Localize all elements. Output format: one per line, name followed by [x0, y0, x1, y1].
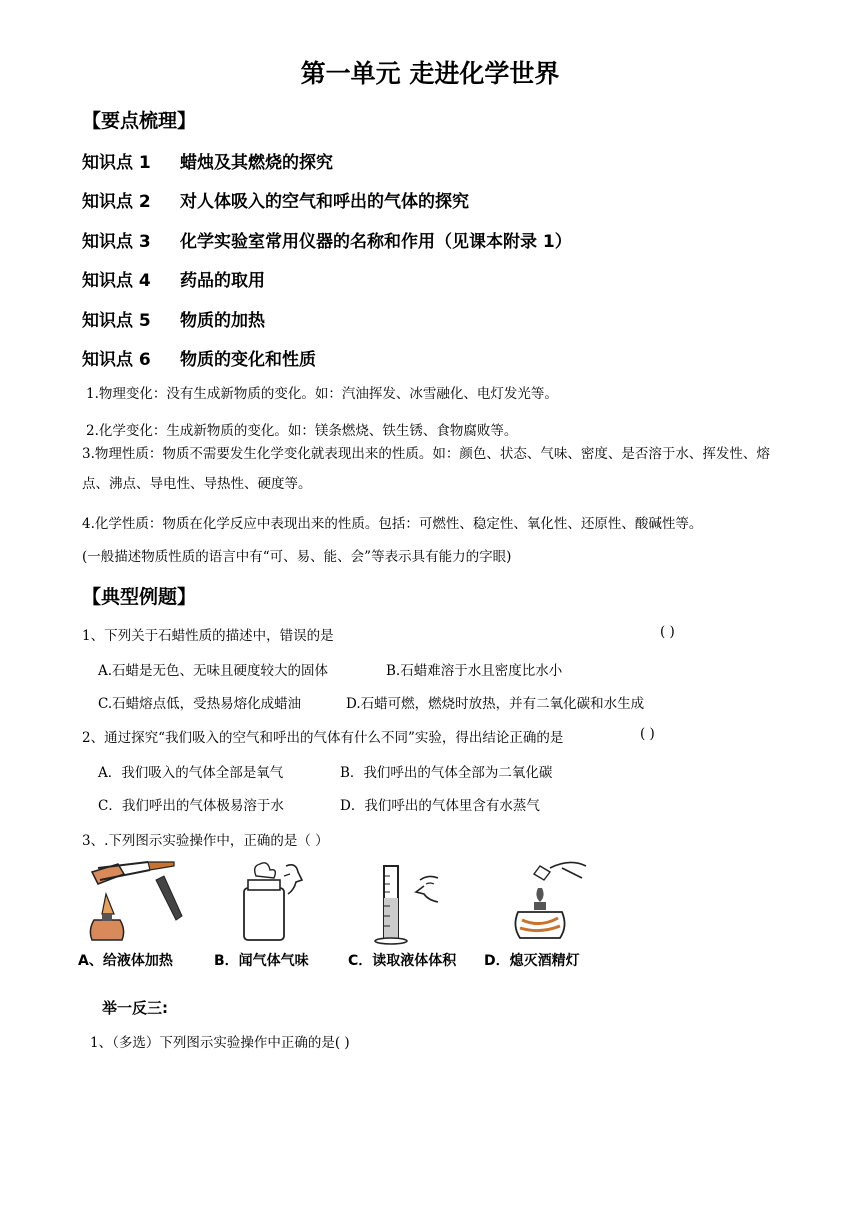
figure-extinguishing-lamp — [510, 858, 610, 946]
practice-subheading: 举一反三: — [102, 999, 168, 1017]
question-3-figures — [78, 858, 608, 970]
knowledge-point-6 — [82, 345, 316, 370]
figure-caption-c: C．读取液体体积 — [348, 953, 457, 969]
knowledge-point-text: 药品的取用 — [180, 271, 265, 291]
knowledge-point-text: 物质的加热 — [180, 311, 265, 331]
knowledge-point-number: 知识点 5 — [82, 311, 151, 331]
figure-caption-b: B．闻气体气味 — [214, 953, 309, 969]
page-title: 第一单元 走进化学世界 — [300, 59, 560, 88]
question-1-option-d: D.石蜡可燃，燃烧时放热，并有二氧化碳和水生成 — [346, 696, 645, 712]
knowledge-point-text: 对人体吸入的空气和呼出的气体的探究 — [180, 192, 469, 212]
question-2-answer-blank: ( ) — [640, 726, 655, 742]
figure-smelling-gas — [230, 858, 320, 946]
definition-chemical-change: 2.化学变化：生成新物质的变化。如：镁条燃烧、铁生锈、食物腐败等。 — [86, 423, 518, 439]
knowledge-point-number: 知识点 3 — [82, 232, 151, 252]
knowledge-point-1 — [82, 148, 333, 173]
definition-chemical-property: 4.化学性质：物质在化学反应中表现出来的性质。包括：可燃性、稳定性、氧化性、还原性、酸碱性等。 — [82, 516, 703, 532]
knowledge-point-3 — [82, 227, 572, 252]
knowledge-point-text: 化学实验室常用仪器的名称和作用（见课本附录 1） — [180, 232, 572, 252]
question-2-option-a: A．我们吸入的气体全部是氧气 — [98, 765, 284, 781]
question-2-stem: 2、通过探究“我们吸入的空气和呼出的气体有什么不同”实验，得出结论正确的是 — [82, 730, 564, 746]
practice-question-1: 1、（多选）下列图示实验操作中正确的是( ) — [90, 1035, 350, 1051]
knowledge-point-5 — [82, 306, 265, 331]
question-1-option-b: B.石蜡难溶于水且密度比水小 — [386, 663, 563, 679]
knowledge-point-number: 知识点 4 — [82, 271, 151, 291]
question-2-option-d: D．我们呼出的气体里含有水蒸气 — [340, 798, 540, 814]
question-1-option-a: A.石蜡是无色、无味且硬度较大的固体 — [98, 663, 329, 679]
question-2-option-c: C．我们呼出的气体极易溶于水 — [98, 798, 284, 814]
question-1-stem: 1、下列关于石蜡性质的描述中，错误的是 — [82, 628, 334, 644]
section-heading-examples: 【典型例题】 — [82, 586, 197, 608]
question-2-option-b: B．我们呼出的气体全部为二氧化碳 — [340, 765, 553, 781]
definition-physical-change: 1.物理变化：没有生成新物质的变化。如：汽油挥发、冰雪融化、电灯发光等。 — [86, 386, 558, 402]
question-1-option-c: C.石蜡熔点低，受热易熔化成蜡油 — [98, 696, 302, 712]
knowledge-point-number: 知识点 1 — [82, 153, 151, 173]
figure-heating-liquid — [78, 858, 188, 946]
knowledge-point-number: 知识点 6 — [82, 350, 151, 370]
figure-caption-a: A、给液体加热 — [78, 953, 173, 969]
figure-reading-cylinder — [368, 858, 478, 946]
figure-caption-d: D．熄灭酒精灯 — [484, 953, 580, 969]
knowledge-point-4 — [82, 266, 265, 291]
knowledge-point-number: 知识点 2 — [82, 192, 151, 212]
knowledge-point-2 — [82, 187, 469, 212]
definition-physical-property: 3.物理性质：物质不需要发生化学变化就表现出来的性质。如：颜色、状态、气味、密度、是否溶于水、挥发性、熔点、沸点、导电性、导热性、硬度等。 — [82, 446, 770, 492]
question-1-answer-blank: ( ) — [660, 624, 675, 640]
section-heading-key-points: 【要点梳理】 — [82, 110, 197, 132]
knowledge-point-text: 物质的变化和性质 — [180, 350, 316, 370]
question-3-stem: 3、.下列图示实验操作中，正确的是（ ） — [82, 833, 329, 849]
knowledge-point-text: 蜡烛及其燃烧的探究 — [180, 153, 333, 173]
definition-note: (一般描述物质性质的语言中有“可、易、能、会”等表示具有能力的字眼) — [82, 549, 512, 565]
